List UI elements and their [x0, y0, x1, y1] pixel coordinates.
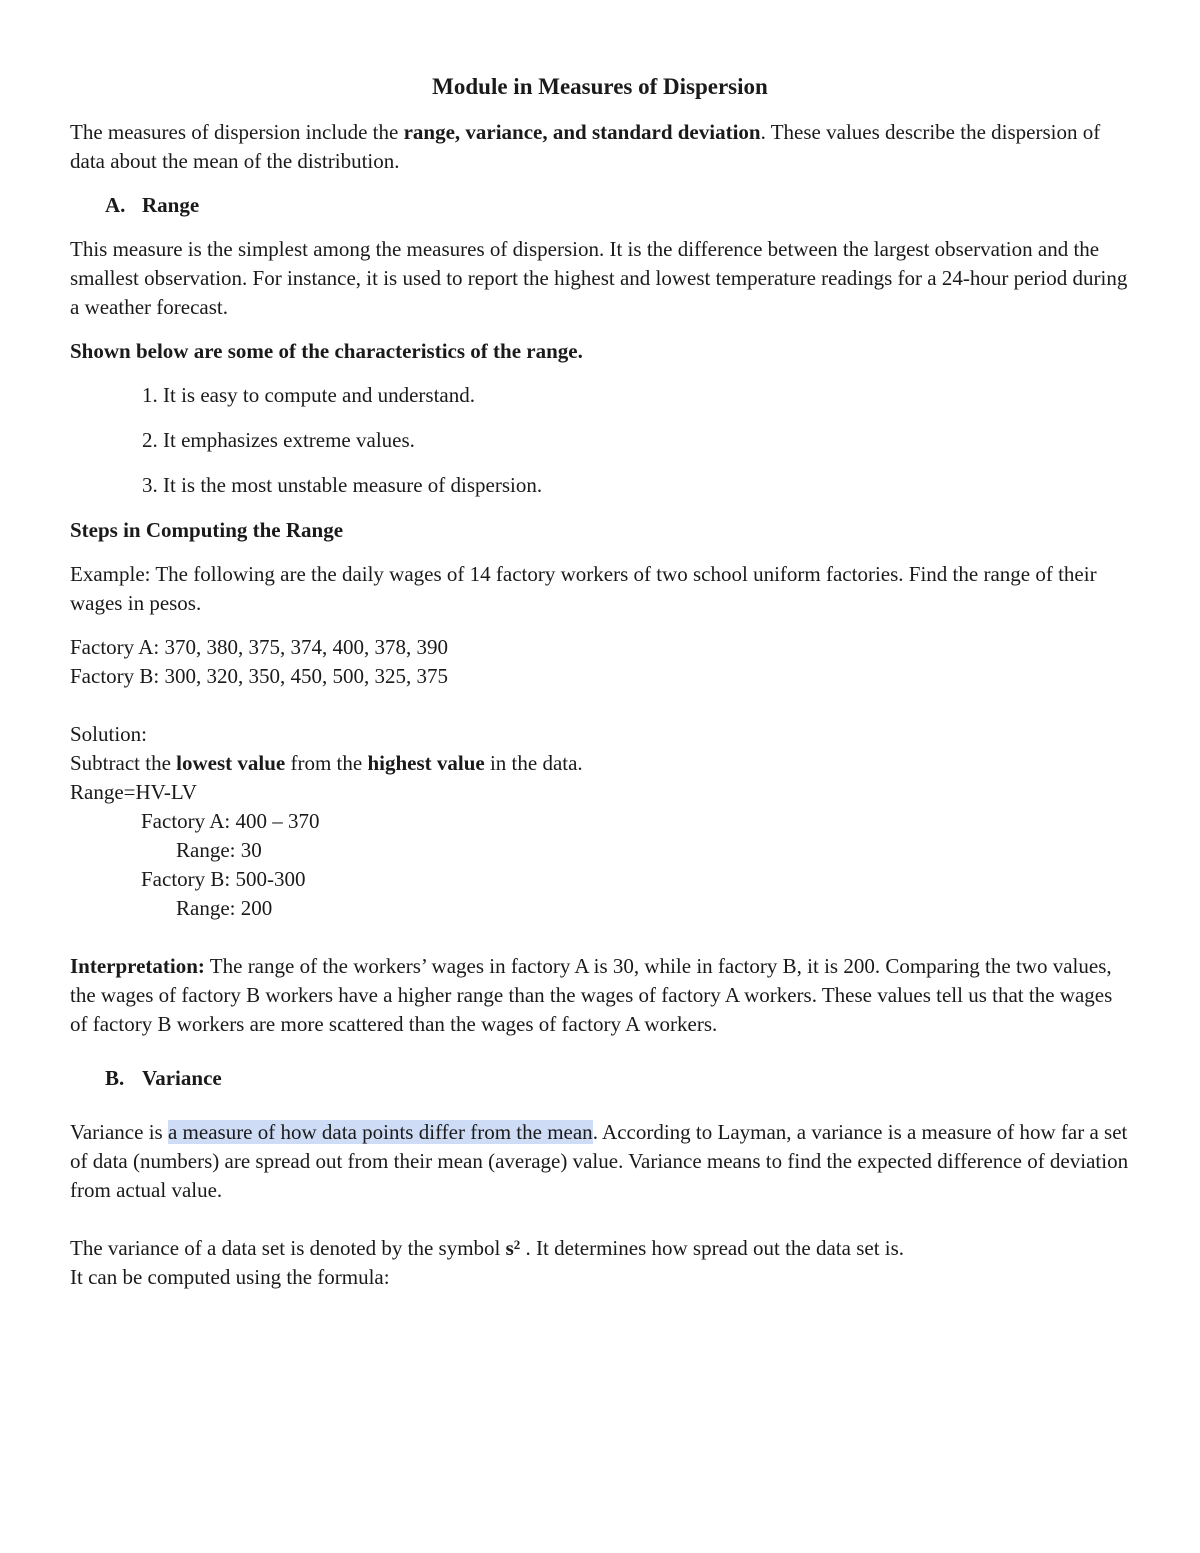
spacer [70, 923, 1130, 952]
factory-b-calc: Factory B: 500-300 [141, 867, 306, 891]
characteristics-heading: Shown below are some of the characteristics of the range. [70, 339, 583, 363]
solution-label: Solution: [70, 722, 148, 746]
section-a-letter: A. [105, 193, 126, 217]
example-paragraph: Example: The following are the daily wages of 14 factory workers of two school uniform factories. Find the range of their wages in pesos. [70, 562, 1097, 615]
factory-b-range: Range: 200 [176, 896, 273, 920]
list-item: 1. It is easy to compute and understand. [142, 383, 476, 407]
highest-value-term: highest value [367, 751, 485, 775]
factory-a-range: Range: 30 [176, 838, 262, 862]
factory-b-data: Factory B: 300, 320, 350, 450, 500, 325, 375 [70, 664, 448, 688]
intro-text: The measures of dispersion include the [70, 120, 404, 144]
symbol-text-end: . It determines how spread out the data set is. [520, 1236, 905, 1260]
variance-def-text-end: . According to Layman, a variance is a measure of how far a set of data (numbers) are spread out from their mean (average) value. Variance means to find the expected difference of deviation from actual value. [70, 1120, 1129, 1202]
variance-definition [70, 1118, 1130, 1205]
interpretation-label: Interpretation: [70, 954, 205, 978]
interpretation-paragraph [70, 952, 1130, 1039]
factory-a-calc: Factory A: 400 – 370 [141, 809, 320, 833]
intro-bold-terms: range, variance, and standard deviation [403, 120, 761, 144]
steps-heading: Steps in Computing the Range [70, 518, 344, 542]
section-b-title: Variance [142, 1066, 222, 1090]
variance-symbol-line [70, 1234, 1130, 1263]
range-description: This measure is the simplest among the measures of dispersion. It is the difference between the largest observation and the smallest observation. For instance, it is used to report the highest and lowest temperature readings for a 24-hour period during a weather forecast. [70, 237, 1128, 319]
lowest-value-term: lowest value [176, 751, 286, 775]
interpretation-text: The range of the workers’ wages in factory A is 30, while in factory B, it is 200. Comparing the two values, the wages of factory B workers have a higher range than the wages of factory A workers. These values tell us that the wages of factory B workers are more scattered than the wages of factory A workers. [70, 954, 1113, 1036]
subtract-text: Subtract the [70, 751, 177, 775]
section-b-letter: B. [105, 1066, 125, 1090]
variance-def-text: Variance is [70, 1120, 168, 1144]
subtract-text-end: in the data. [484, 751, 583, 775]
formula-intro: It can be computed using the formula: [70, 1265, 390, 1289]
variance-symbol: s [505, 1236, 514, 1260]
intro-text-end: . These values describe the dispersion of data about the mean of the distribution. [70, 120, 1101, 173]
list-item: 3. It is the most unstable measure of dispersion. [142, 473, 543, 497]
subtract-text-mid: from the [285, 751, 368, 775]
spacer [70, 691, 1130, 720]
highlighted-definition: a measure of how data points differ from the mean [167, 1120, 593, 1144]
intro-paragraph [70, 118, 1130, 176]
section-b-heading [105, 1064, 1130, 1093]
spacer [70, 1205, 1130, 1234]
spacer [70, 1108, 1130, 1118]
range-formula: Range=HV-LV [70, 780, 197, 804]
section-a-heading [105, 191, 1130, 220]
list-item: 2. It emphasizes extreme values. [142, 428, 415, 452]
subtract-instruction [70, 749, 1130, 778]
variance-symbol-exponent: 2 [513, 1237, 521, 1252]
symbol-text: The variance of a data set is denoted by the symbol [70, 1236, 506, 1260]
section-a-title: Range [142, 193, 200, 217]
page-title: Module in Measures of Dispersion [432, 74, 768, 99]
spacer [70, 1054, 1130, 1064]
document-page [70, 72, 1130, 1292]
factory-a-data: Factory A: 370, 380, 375, 374, 400, 378, 390 [70, 635, 448, 659]
